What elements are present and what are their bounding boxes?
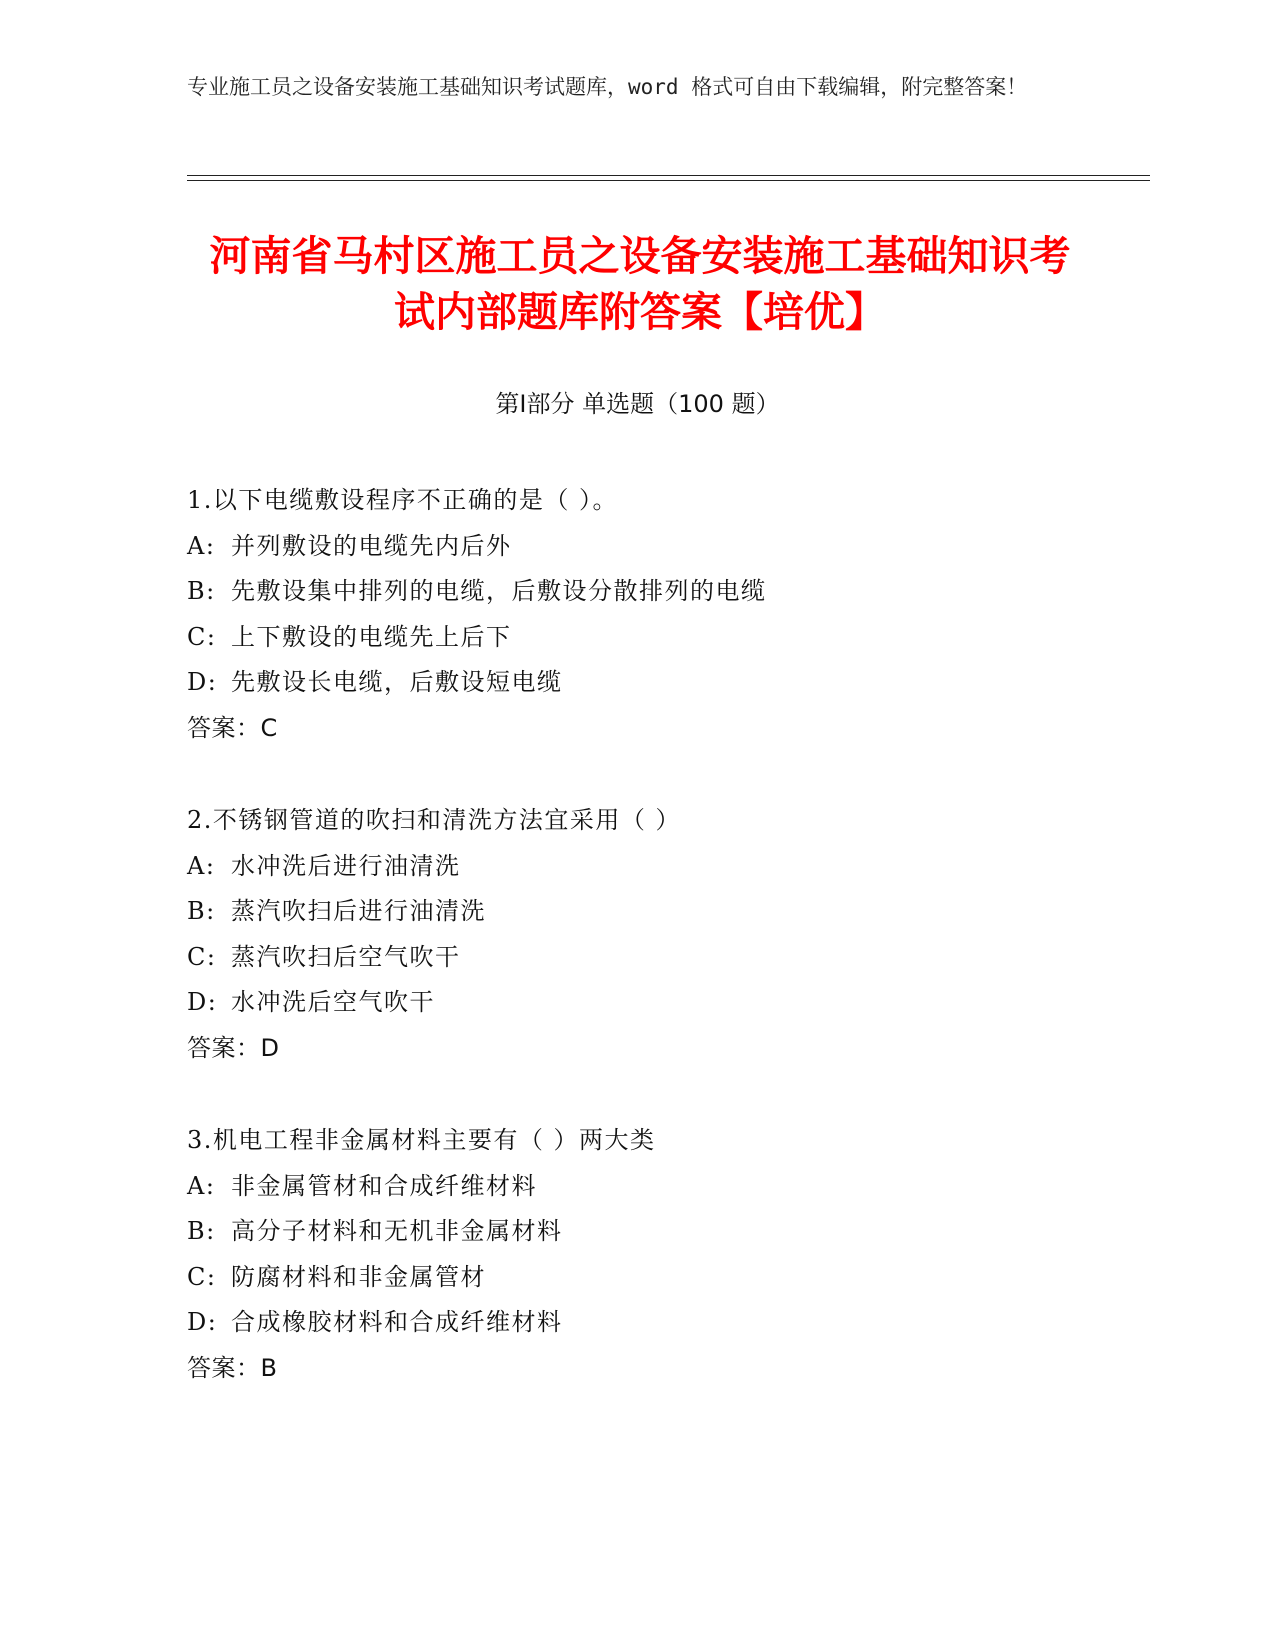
option-d [187,1300,1087,1346]
question-list [187,478,1087,1438]
option-text: 防腐材料和非金属管材 [231,1262,486,1291]
question-2 [187,798,1087,1071]
option-a [187,844,1087,890]
document-title: 河南省马村区施工员之设备安装施工基础知识考试内部题库附答案【培优】 [209,232,1071,336]
option-key: D: [187,1308,218,1336]
question-3 [187,1118,1087,1391]
option-c [187,935,1087,981]
answer: 答案：D [187,1033,280,1062]
option-c [187,1255,1087,1301]
option-text: 蒸汽吹扫后进行油清洗 [231,897,486,925]
option-b [187,1209,1087,1255]
option-text: 先敷设集中排列的电缆，后敷设分散排列的电缆 [231,577,767,605]
option-key: B: [187,897,216,925]
option-text: 上下敷设的电缆先上后下 [231,622,512,651]
option-a [187,1164,1087,1210]
option-key: A: [187,1171,216,1200]
answer: 答案：B [187,1353,278,1382]
header-note: 专业施工员之设备安装施工基础知识考试题库，word 格式可自由下载编辑，附完整答案！ [187,75,1028,99]
option-text: 先敷设长电缆，后敷设短电缆 [231,668,563,696]
answer: 答案：C [187,713,278,742]
option-d [187,660,1087,706]
option-a [187,524,1087,570]
option-key: D: [187,988,218,1016]
option-text: 高分子材料和无机非金属材料 [231,1217,563,1245]
option-key: B: [187,577,216,605]
option-text: 蒸汽吹扫后空气吹干 [231,942,461,971]
question-stem: 2.不锈钢管道的吹扫和清洗方法宜采用（ ） [187,806,682,834]
option-key: A: [187,531,216,560]
option-key: C: [187,1262,217,1291]
option-key: B: [187,1217,216,1245]
option-text: 并列敷设的电缆先内后外 [231,531,512,560]
option-key: C: [187,622,217,651]
option-text: 非金属管材和合成纤维材料 [231,1171,537,1200]
header-divider-bottom [187,180,1150,181]
option-b [187,889,1087,935]
question-stem: 1.以下电缆敷设程序不正确的是（ ）。 [187,486,619,514]
option-c [187,615,1087,661]
header-divider-top [187,175,1150,176]
option-key: C: [187,942,217,971]
option-text: 水冲洗后空气吹干 [231,988,435,1016]
question-stem: 3.机电工程非金属材料主要有（ ）两大类 [187,1126,656,1154]
option-b [187,569,1087,615]
option-text: 水冲洗后进行油清洗 [231,851,461,880]
option-text: 合成橡胶材料和合成纤维材料 [231,1308,563,1336]
section-title: 第Ⅰ部分 单选题（100 题） [495,390,780,418]
question-1 [187,478,1087,751]
option-d [187,980,1087,1026]
option-key: A: [187,851,216,880]
option-key: D: [187,668,218,696]
